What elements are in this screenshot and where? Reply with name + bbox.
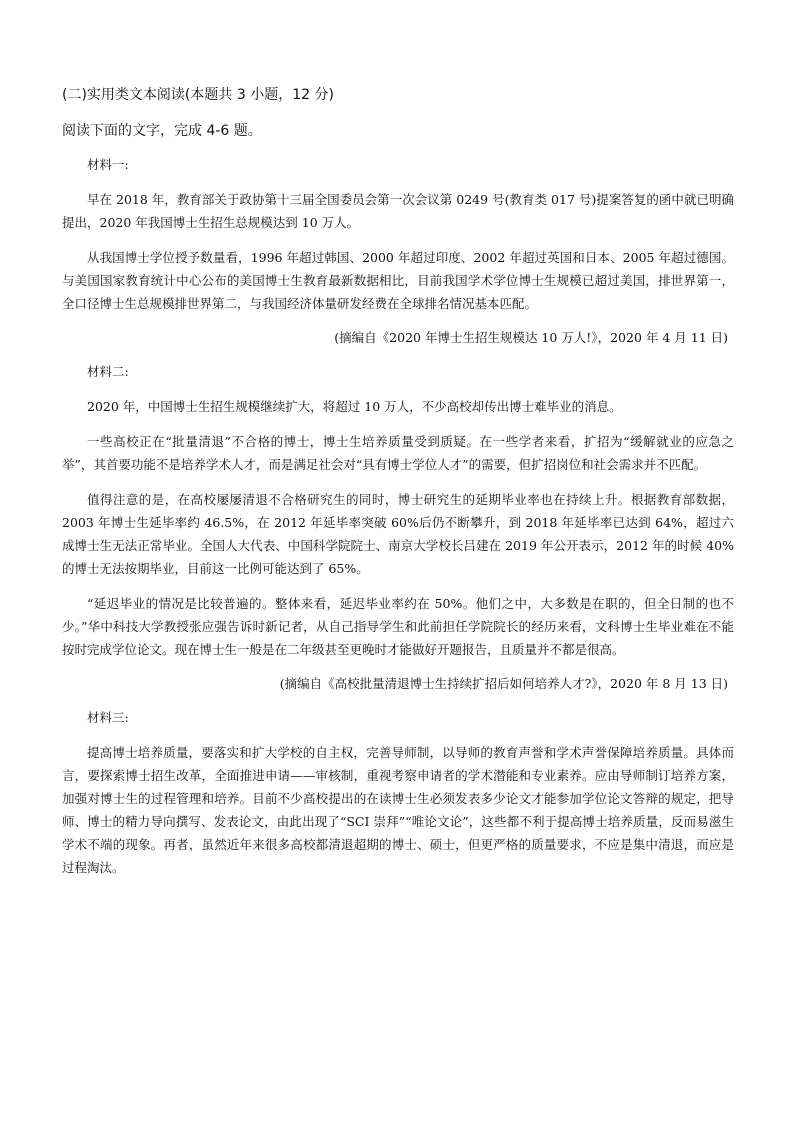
paragraph: 一些高校正在“批量清退”不合格的博士，博士生培养质量受到质疑。在一些学者来看，扩招为“缓解就业的应急之举”，其首要功能不是培养学术人才，而是满足社会对“具有博士学位人才”的需要，但扩招岗位和社会需求并不匹配。 <box>62 434 734 472</box>
paragraph: 早在 2018 年，教育部关于政协第十三届全国委员会第一次会议第 0249 号(教育类 017 号)提案答复的函中就已明确提出，2020 年我国博士生招生总规模达到 10 万人。 <box>62 192 734 230</box>
source-citation: (摘编自《高校批量清退博士生持续扩招后如何培养人才?》，2020 年 8 月 13 日) <box>279 676 728 691</box>
paragraph: 从我国博士学位授予数量看，1996 年超过韩国、2000 年超过印度、2002 年超过英国和日本、2005 年超过德国。与美国国家教育统计中心公布的美国博士生教育最新数据相比，目前我国学术学位博士生规模已超过美国，排世界第一，全口径博士生总规模排世界第二，与我国经济体量研发经费在全球排名情况基本匹配。 <box>62 250 734 311</box>
source-citation: (摘编自《2020 年博士生招生规模达 10 万人!》，2020 年 4 月 11 日) <box>334 330 728 345</box>
material-label: 材料一: <box>87 157 129 172</box>
material-one <box>62 154 734 349</box>
material-label: 材料二: <box>87 364 129 379</box>
material-label: 材料三: <box>87 710 129 725</box>
paragraph: “延迟毕业的情况是比较普遍的。整体来看，延迟毕业率约在 50%。他们之中，大多数是在职的，但全日制的也不少。”华中科技大学教授张应强告诉时新记者，从自己指导学生和此前担任学院院长的经历来看，文科博士生毕业难在不能按时完成学位论文。现在博士生一般是在二年级甚至更晚时才能做好开题报告，且质量并不都是很高。 <box>62 596 734 657</box>
paragraph: 提高博士培养质量，要落实和扩大学校的自主权，完善导师制，以导师的教育声誉和学术声誉保障培养质量。具体而言，要探索博士招生改革，全面推进申请——审核制，重视考察申请者的学术潜能和专业素养。应由导师制订培养方案，加强对博士生的过程管理和培养。目前不少高校提出的在读博士生必须发表多少论文才能参加学位论文答辩的规定，把导师、博士的精力导向撰写、发表论文，由此出现了“SCI 崇拜”“唯论文论”，这些都不利于提高博士培养质量，反而易滋生学术不端的现象。再者，虽然近年来很多高校都清退超期的博士、硕士，但更严格的质量要求，不应是集中清退，而应是过程淘汰。 <box>62 745 734 875</box>
section-heading: (二)实用类文本阅读(本题共 3 小题，12 分) <box>62 87 334 103</box>
paragraph: 值得注意的是，在高校屡屡清退不合格研究生的同时，博士研究生的延期毕业率也在持续上升。根据教育部数据，2003 年博士生延毕率约 46.5%，在 2012 年延毕率突破 60%后仍不断攀升，到 2018 年延毕率已达到 64%，超过六成博士生无法正常毕业。全国人大代表、中国科学院院士、南京大学校长吕建在 2019 年公开表示，2012 年的时候 40%的博士无法按期毕业，目前这一比例可能达到了 65%。 <box>62 492 734 576</box>
paragraph: 2020 年，中国博士生招生规模继续扩大，将超过 10 万人，不少高校却传出博士难毕业的消息。 <box>87 399 622 414</box>
reading-instruction: 阅读下面的文字，完成 4-6 题。 <box>62 123 262 139</box>
document-page <box>62 84 734 891</box>
material-two <box>62 361 734 695</box>
material-three <box>62 707 734 879</box>
